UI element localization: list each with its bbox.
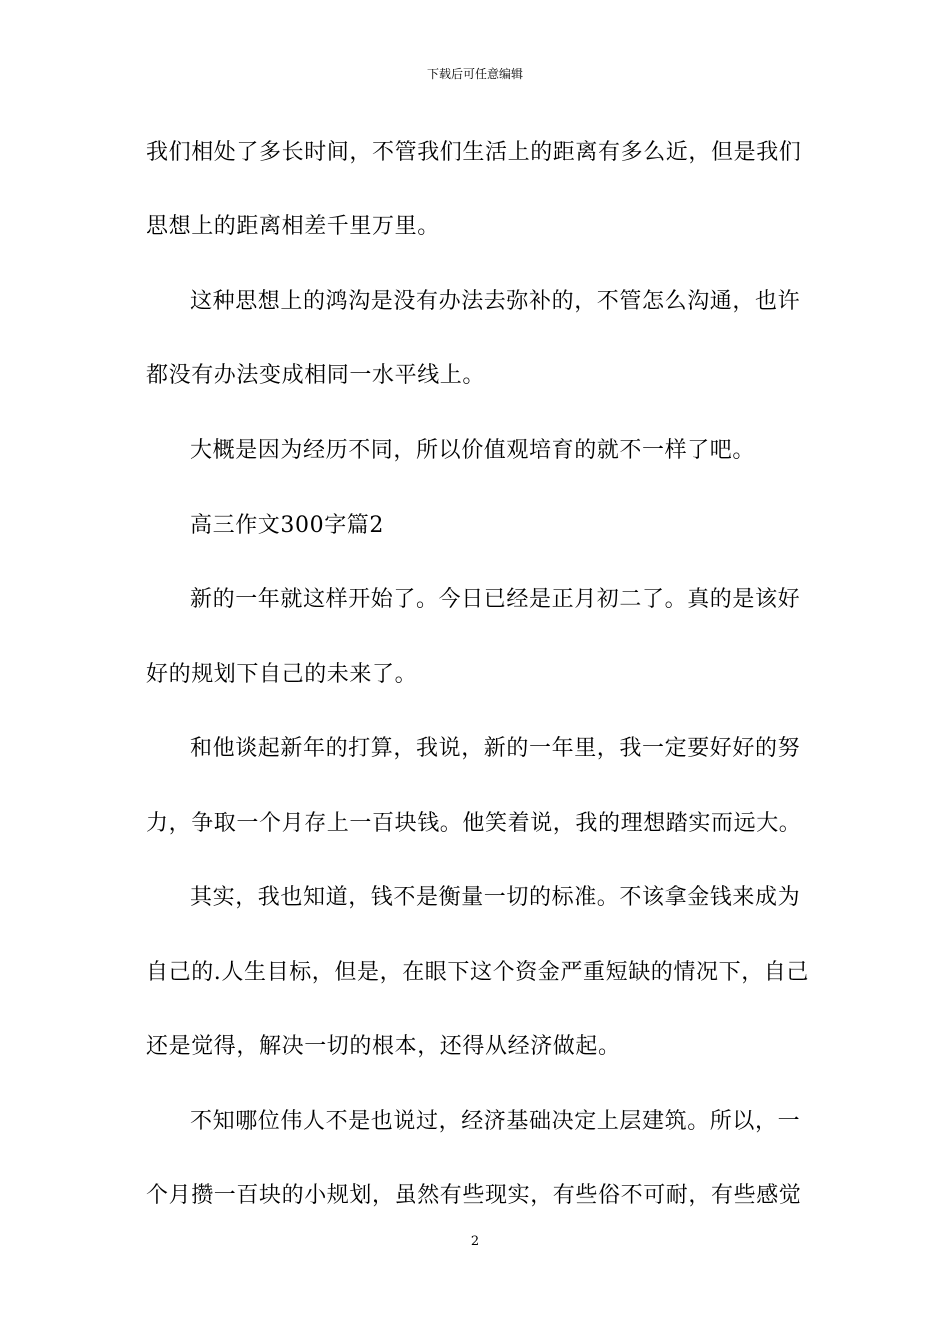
body-line: 和他谈起新年的打算，我说，新的一年里，我一定要好好的努 [190, 736, 801, 761]
body-line: 思想上的距离相差千里万里。 [146, 214, 440, 239]
body-line: 不知哪位伟人不是也说过，经济基础决定上层建筑。所以，一 [190, 1109, 801, 1134]
body-line: 这种思想上的鸿沟是没有办法去弥补的，不管怎么沟通，也许 [190, 289, 801, 314]
page-number: 2 [470, 1234, 480, 1249]
body-line: 其实，我也知道，钱不是衡量一切的标准。不该拿金钱来成为 [190, 885, 801, 910]
page-header: 下载后可任意编辑 [426, 67, 523, 81]
body-line: 大概是因为经历不同，所以价值观培育的就不一样了吧。 [190, 438, 756, 463]
section-heading: 高三作文300字篇2 [190, 513, 384, 538]
body-line: 力，争取一个月存上一百块钱。他笑着说，我的理想踏实而远大。 [146, 811, 802, 836]
body-line: 好的规划下自己的未来了。 [146, 662, 418, 687]
body-line: 还是觉得，解决一切的根本，还得从经济做起。 [146, 1034, 621, 1059]
body-line: 新的一年就这样开始了。今日已经是正月初二了。真的是该好 [190, 587, 801, 612]
body-line: 我们相处了多长时间，不管我们生活上的距离有多么近，但是我们 [146, 140, 802, 165]
body-line: 自己的.人生目标，但是，在眼下这个资金严重短缺的情况下，自己 [146, 960, 809, 985]
body-line: 个月攒一百块的小规划，虽然有些现实，有些俗不可耐，有些感觉 [146, 1183, 802, 1208]
body-line: 都没有办法变成相同一水平线上。 [146, 363, 486, 388]
